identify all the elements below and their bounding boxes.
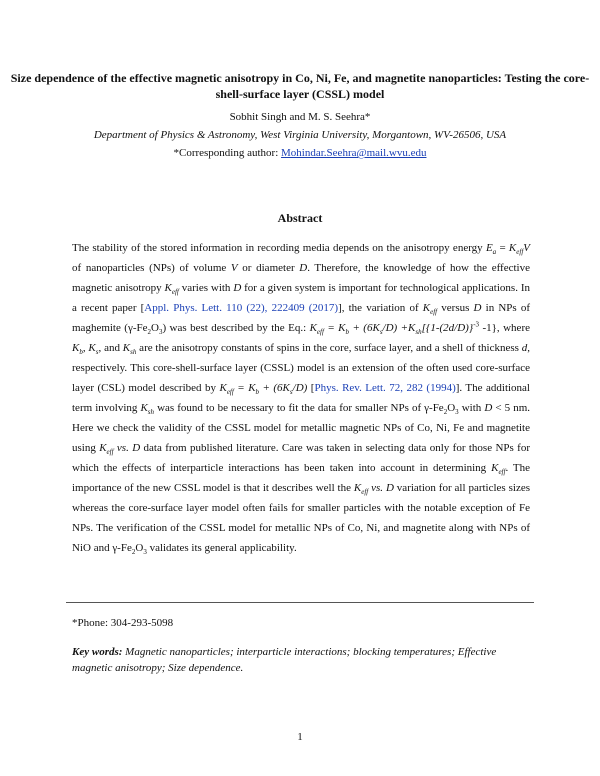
keywords-label: Key words: [72,646,123,658]
citation-link-apl[interactable]: Appl. Phys. Lett. 110 (22), 222409 (2017) [144,302,339,314]
keywords [72,644,532,676]
page-number: 1 [297,731,303,743]
abstract-body: The stability of the stored information in recording media depends on the anisotropy energy $E_a = K_{eff}V$ of nanoparticles (NPs) of volume V or diameter D. Therefore, the knowledge of how the effective magnetic anisotropy $K_{eff}$ varies with D for a given system is important for technological applications. In a recent paper [Appl. Phys. Lett. 110 (22), 222409 (2017)], the variation of $K_{eff}$ versus D in NPs of maghemite $(\gamma-Fe_2O_3)$ was best described by the Eq.: $K_{eff} = K_b + (6K_s/D) +K_{sh}[\{1-(2d/D)\}^{-3}$ -1}, where $K_b$, $K_s$, and $K_{sh}$ are the anisotropy constants of spins in the core, surface layer, and a shell of thickness d, respectively. This core-shell-surface layer (CSSL) model is an extension of the often used core-surface layer (CSL) model described by $K_{eff} = K_b + (6K_s/D)$ [Phys. Rev. Lett. 72, 282 (1994)]. The additional term involving $K_{sh}$ was found to be necessary to fit the data for smaller NPs of $\gamma-Fe_2O_3$ with D < 5 nm. Here we check the validity of the CSSL model for metallic magnetic NPs of Co, Ni, Fe and magnetite using $K_{eff}$ vs. D data from published literature. Care was taken in selecting data only for those NPs for which the effects of interparticle interactions has been taken into account in determining $K_{eff}$. The importance of the new CSSL model is that it describes well the $K_{eff}$ vs. D variation for all particles sizes whereas the core-surface layer model often fails for smaller particles with the notable exception of Fe NPs. The verification of the CSSL model for metallic NPs of Co, Ni, and magnetite along with NPs of NiO and $\gamma-Fe_2O_3$ validates its general applicability. [72,242,531,557]
footnote-divider [66,602,534,603]
paper-title: Size dependence of the effective magnetic anisotropy in Co, Ni, Fe, and magnetite nanoparticles: Testing the core-shell-surface layer (CSSL) model [10,71,590,101]
author-email-link[interactable]: Mohindar.Seehra@mail.wvu.edu [281,147,427,159]
corresponding-author [0,147,600,159]
keywords-text: Magnetic nanoparticles; interparticle interactions; blocking temperatures; Effective magnetic anisotropy; Size dependence. [72,646,497,674]
authors: Sobhit Singh and M. S. Seehra* [229,111,371,123]
abstract-heading: Abstract [277,211,323,225]
corresponding-prefix: *Corresponding author: [173,147,282,159]
citation-link-prl[interactable]: Phys. Rev. Lett. 72, 282 (1994) [314,382,456,394]
affiliation: Department of Physics & Astronomy, West Virginia University, Morgantown, WV-26506, USA [93,129,507,141]
footnote-phone: *Phone: 304-293-5098 [72,617,174,629]
